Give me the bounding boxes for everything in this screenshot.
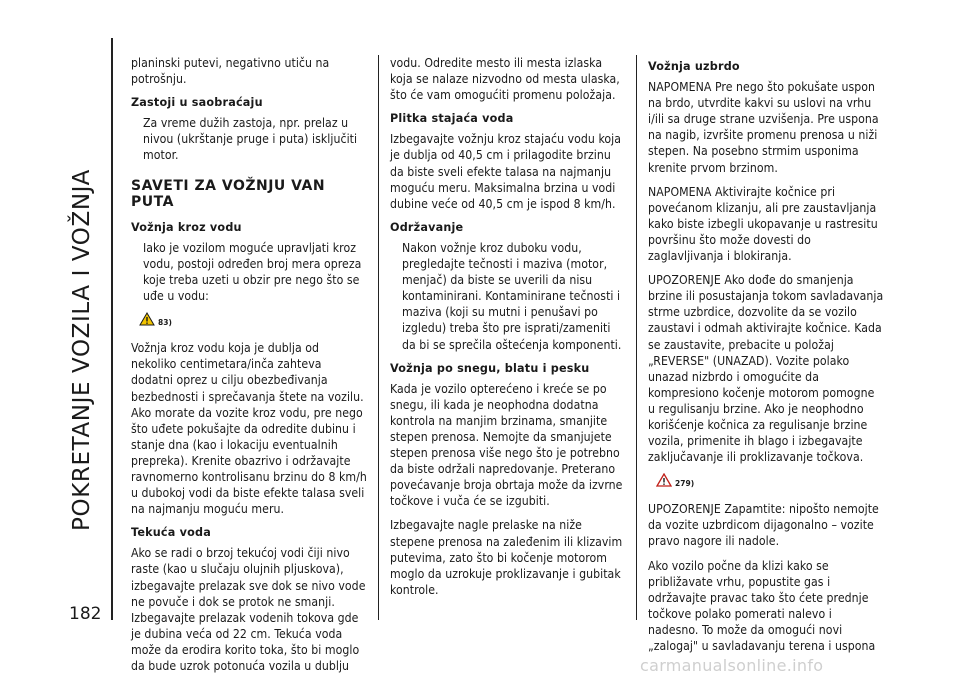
paragraph-snow-1: Kada je vozilo opterećeno i kreće se po snegu, ili kada je neophodna dodatna kontrola na manjim brzinama, smanjite stepen prenosa. Nemojte da smanjujete stepen prenosa više nego što je potrebno da biste održali napredovanje. Preterano povećavanje broja obrtaja može da izvrne točkove i vuča će se izgubiti. [390,381,623,509]
paragraph-flowing-water: Ako se radi o brzoj tekućoj vodi čiji nivo raste (kao u slučaju olujnih pljuskova), izbegavajte prelazak sve dok se nivo vode ne povuče i dok se protok ne smanji. Izbegavajte prelazak vodenih tokova gde je dubina veća od 22 cm. Tekuća voda može da erodira korito toka, što bi moglo da bude uzrok potonuća vozila u dublju [131,546,366,673]
column-divider-2 [636,55,637,620]
watermark: carmanualsonline.info [640,656,824,675]
heading-uphill: Vožnja uzbrdo [648,60,740,73]
warning-ref-label: 279) [675,479,695,489]
sidebar-divider [111,38,113,620]
paragraph-water-intro: Iako je vozilom moguće upravljati kroz vodu, postoji određen broj mera opreza koje treba uzeti u obzir pre nego što se uđe u vodu: [143,240,362,304]
warning-reference-279 [656,473,884,493]
warning-reference-83 [139,312,367,332]
intro-paragraph: planinski putevi, negativno utiču na potrošnju. [131,56,330,87]
chapter-title: POKRETANJE VOZILA I VOŽNJA [69,169,95,531]
warning-triangle-icon [139,312,155,326]
paragraph-note-1: NAPOMENA Pre nego što pokušate uspon na brdo, utvrdite kakvi su uslovi na vrhu i/ili sa druge strane uzvišenja. Pre uspona na nagib, izvršite promenu prenosa u niži stepen. Na posebno strmim usponima krenite prvom brzinom. [648,80,879,175]
heading-flowing-water: Tekuća voda [131,526,211,540]
heading-water-driving: Vožnja kroz vodu [131,220,242,234]
paragraph-warning-1: UPOZORENJE Ako dođe do smanjenja brzine ili posustajanja tokom savladavanja strme uzbrdice, dozvolite da se vozilo zaustavi i odmah aktivirajte kočnice. Kada se zaustavite, prebacite u položaj „REVERSE" (UNAZAD). Vozite polako unazad nizbrdo i omogućite da kompresiono kočenje motorom pomogne u regulisanju brzine. Ako je neophodno korišćenje kočnica za regulisanje brzine vozila, primenite ih blago i izbegavajte zaključavanje ili proklizavanje točkova. [648,273,884,465]
heading-traffic-stops: Zastoji u saobraćaju [131,96,263,110]
paragraph-shallow-water: Izbegavajte vožnju kroz stajaću vodu koja je dublja od 40,5 cm i prilagodite brzinu da biste sveli efekte talasa na najmanju moguću meru. Maksimalna brzina u vodi dubine veće od 40,5 cm je ispod 8 km/h. [390,132,622,211]
heading-shallow-water: Plitka stajaća voda [390,112,514,126]
page-number: 182 [69,604,102,624]
warning-triangle-icon [656,473,672,487]
paragraph-snow-2: Izbegavajte nagle prelaske na niže stepene prenosa na zaleđenim ili klizavim putevima, zato što bi kočenje motorom moglo da uzrokuje proklizavanje i gubitak kontrole. [390,518,623,597]
paragraph-traffic-stops: Za vreme dužih zastoja, npr. prelaz u nivou (ukrštanje pruge i puta) isključiti motor. [143,116,358,163]
column-2 [390,55,626,606]
heading-maintenance: Održavanje [390,220,464,234]
paragraph-maintenance: Nakon vožnje kroz duboku vodu, pregledajte tečnosti i maziva (motor, menjač) da biste se uverili da nisu kontaminirani. Kontaminirane tečnosti i maziva (koji su mutni i penušavi po izgledu) treba što pre isprati/zameniti da bi se sprečila oštećenja komponenti. [402,240,622,352]
warning-ref-label: 83) [158,318,173,328]
column-1 [131,55,367,682]
paragraph-sliding: Ako vozilo počne da klizi kako se približavate vrhu, popustite gas i održavajte pravac tako što ćete prednje točkove polako pomerati nalevo i nadesno. To može da omogući novi „zalogaj" u savladavanju terena i uspona [648,558,876,653]
paragraph-note-2: NAPOMENA Aktivirajte kočnice pri povećanom klizanju, ali pre zaustavljanja kako biste izbegli ukopavanje u rastresitu površinu što može dovesti do zaglavljivanja i blokiranja. [648,184,878,264]
paragraph-continued: vodu. Odredite mesto ili mesta izlaska koja se nalaze nizvodno od mesta ulaska, što će vam omogućiti promenu položaja. [390,56,620,103]
paragraph-warning-2: UPOZORENJE Zapamtite: nipošto nemojte da vozite uzbrdicom dijagonalno – vozite pravo nagore ili nadole. [648,502,879,549]
column-3 [648,55,884,662]
column-divider-1 [378,55,379,620]
section-heading-offroad: SAVETI ZA VOŽNJU VAN PUTA [131,177,326,210]
heading-snow-mud-sand: Vožnja po snegu, blatu i pesku [390,361,590,375]
paragraph-water-depth: Vožnja kroz vodu koja je dublja od nekoliko centimetara/inča zahteva dodatni oprez u cilju obezbeđivanja bezbednosti i sprečavanja štete na vozilu. Ako morate da vozite kroz vodu, pre nego što uđete pokušajte da odredite dubinu i stanje dna (kao i lokaciju eventualnih prepreka). Krenite obazrivo i održavajte ravnomerno kontrolisanu brzinu do 8 km/h u dubokoj vodi da biste efekte talasa sveli na najmanju moguću meru. [131,341,367,517]
